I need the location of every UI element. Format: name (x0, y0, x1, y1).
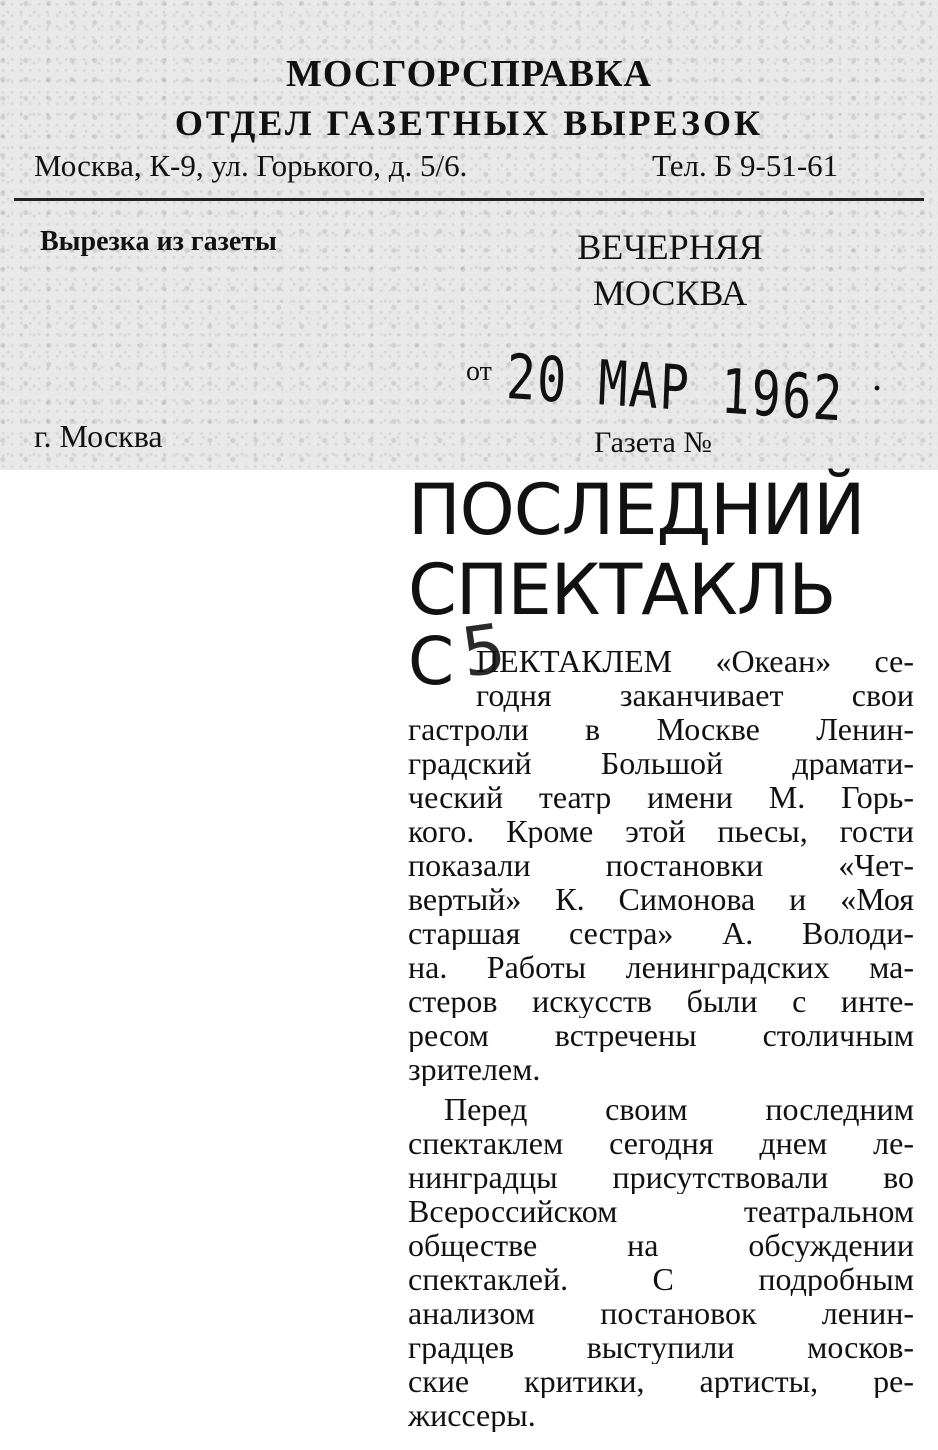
article-line: обществе на обсуждении (408, 1228, 914, 1262)
article-line: кого. Кроме этой пьесы, гости (408, 814, 914, 848)
article-line: жиссеры. (408, 1398, 536, 1432)
article-line: градский Большой драмати- (408, 746, 914, 780)
article-line: стеров искусств были с инте- (408, 984, 914, 1018)
stamp-date: 20 МАР 1962 (505, 340, 845, 436)
article-line: нинградцы присутствовали во (408, 1160, 914, 1194)
stamp-date-prefix: от (466, 356, 492, 387)
article-line: спектаклей. С подробным (408, 1262, 914, 1296)
stamp-dept-name: ОТДЕЛ ГАЗЕТНЫХ ВЫРЕЗОК (174, 103, 764, 143)
article-line: старшая сестра» А. Володи- (408, 916, 914, 950)
article-line: годня заканчивает свои (476, 678, 914, 712)
stamp-city: г. Москва (34, 418, 163, 454)
stamp-phone: Тел. Б 9-51-61 (652, 148, 839, 183)
stamp-gazeta-number: Газета № (594, 426, 712, 459)
article-dropcap: С (408, 623, 455, 700)
article-line: гастроли в Москве Ленин- (408, 712, 914, 746)
stamp-address: Москва, К-9, ул. Горького, д. 5/6. (34, 148, 468, 183)
article-line: вертый» К. Симонова и «Моя (408, 882, 914, 916)
article-line: показали постановки «Чет- (408, 848, 914, 882)
article-line: ПЕКТАКЛЕМ «Океан» се- (476, 644, 914, 678)
article-headline: ПОСЛЕДНИЙ СПЕКТАКЛЬ (408, 469, 865, 631)
article-line: Перед своим последним (444, 1092, 914, 1126)
handwritten-mark: 5 (456, 609, 511, 694)
blank-margin (0, 470, 400, 1450)
article-line: градцев выступили москов- (408, 1330, 914, 1364)
article-line: ресом встречены столичным (408, 1018, 914, 1052)
article-line: зрителем. (408, 1052, 541, 1086)
article-line: ские критики, артисты, ре- (408, 1364, 914, 1398)
article-line: анализом постановок ленин- (408, 1296, 914, 1330)
stamp-org-name: МОСГОРСПРАВКА (286, 53, 652, 95)
stamp-date-dot: · (872, 372, 883, 405)
article-line: ческий театр имени М. Горь- (408, 780, 914, 814)
article-line: на. Работы ленинградских ма- (408, 950, 914, 984)
article-line: спектаклем сегодня днем ле- (408, 1126, 914, 1160)
stamp-paper-name: ВЕЧЕРНЯЯ МОСКВА (577, 227, 763, 313)
stamp-clip-label: Вырезка из газеты (40, 226, 277, 257)
article-line: Всероссийском театральном (408, 1194, 914, 1228)
stamp-divider (14, 198, 924, 201)
